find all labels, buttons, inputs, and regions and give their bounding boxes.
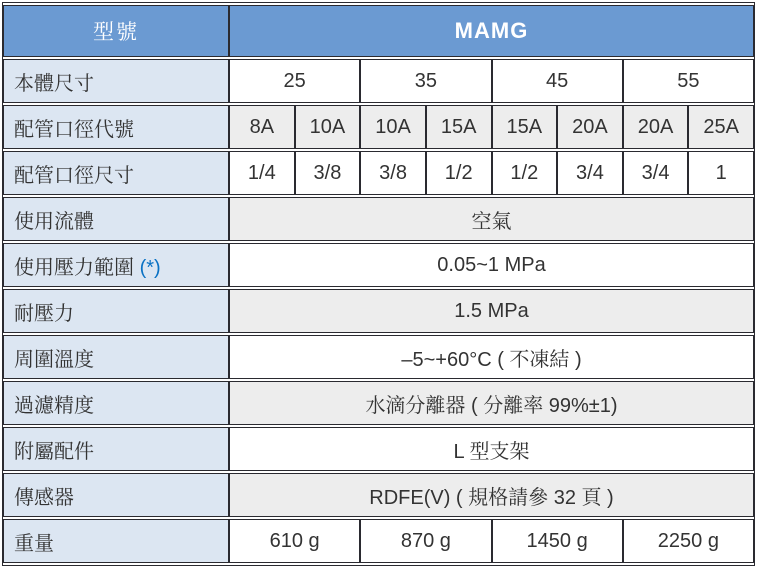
row-label: 重量 [3, 519, 229, 563]
row-label: 過濾精度 [3, 381, 229, 425]
value-cell: –5~+60°C ( 不凍結 ) [229, 335, 754, 379]
model-header-label: 型號 [3, 5, 229, 57]
row-label: 耐壓力 [3, 289, 229, 333]
value-cell: 1450 g [492, 519, 623, 563]
value-cell: 25 [229, 59, 360, 103]
value-cell: 0.05~1 MPa [229, 243, 754, 287]
value-cell: 15A [492, 105, 558, 149]
value-cell: 3/4 [557, 151, 623, 195]
value-cell: 1/2 [492, 151, 558, 195]
row-label: 使用流體 [3, 197, 229, 241]
footnote-marker: (*) [139, 256, 161, 279]
row-pressure-range [3, 243, 754, 287]
row-label [3, 243, 229, 287]
row-proof-pressure [3, 289, 754, 333]
row-label: 傳感器 [3, 473, 229, 517]
value-cell: 25A [688, 105, 754, 149]
value-cell: 55 [623, 59, 754, 103]
value-cell: 15A [426, 105, 492, 149]
value-cell: 3/4 [623, 151, 689, 195]
row-sensor [3, 473, 754, 517]
row-label: 附屬配件 [3, 427, 229, 471]
value-cell: 空氣 [229, 197, 754, 241]
value-cell: 10A [295, 105, 361, 149]
value-cell: 8A [229, 105, 295, 149]
value-cell: 1.5 MPa [229, 289, 754, 333]
value-cell: 3/8 [360, 151, 426, 195]
row-label: 配管口徑代號 [3, 105, 229, 149]
value-cell: 20A [623, 105, 689, 149]
model-header-row [3, 5, 754, 57]
value-cell: 10A [360, 105, 426, 149]
value-cell: 3/8 [295, 151, 361, 195]
row-filtration [3, 381, 754, 425]
row-label: 周圍溫度 [3, 335, 229, 379]
value-cell: 45 [492, 59, 623, 103]
value-cell: 870 g [360, 519, 491, 563]
row-label: 配管口徑尺寸 [3, 151, 229, 195]
row-weight [3, 519, 754, 563]
value-cell: L 型支架 [229, 427, 754, 471]
row-fluid [3, 197, 754, 241]
row-label-text: 使用壓力範圍 [14, 256, 134, 279]
value-cell: 35 [360, 59, 491, 103]
row-accessory [3, 427, 754, 471]
value-cell: 水滴分離器 ( 分離率 99%±1) [229, 381, 754, 425]
value-cell: 1 [688, 151, 754, 195]
value-cell: 1/4 [229, 151, 295, 195]
row-port-size [3, 151, 754, 195]
row-ambient-temp [3, 335, 754, 379]
value-cell: RDFE(V) ( 規格請參 32 頁 ) [229, 473, 754, 517]
model-header-value: MAMG [229, 5, 754, 57]
value-cell: 610 g [229, 519, 360, 563]
spec-table [2, 2, 755, 566]
value-cell: 2250 g [623, 519, 754, 563]
value-cell: 20A [557, 105, 623, 149]
value-cell: 1/2 [426, 151, 492, 195]
row-body-size [3, 59, 754, 103]
row-port-code [3, 105, 754, 149]
row-label: 本體尺寸 [3, 59, 229, 103]
